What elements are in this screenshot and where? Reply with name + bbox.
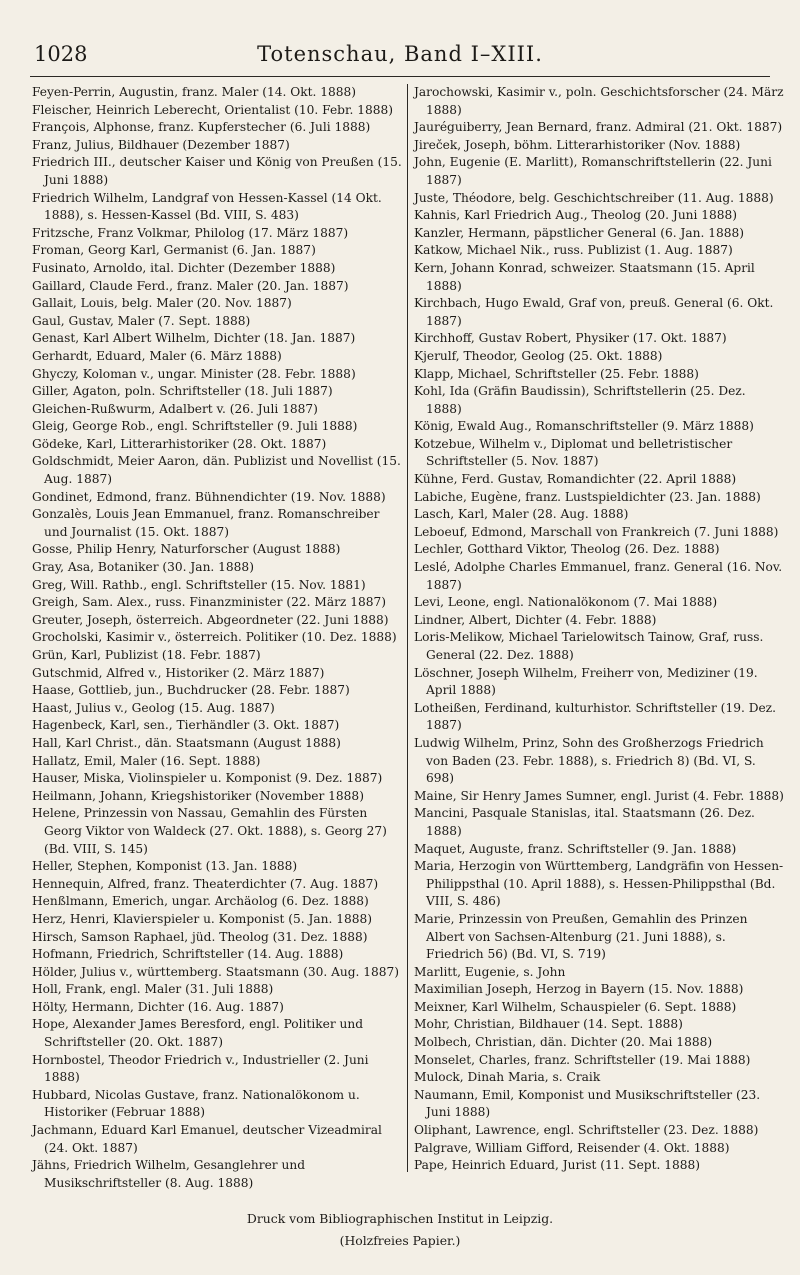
register-entry: Gallait, Louis, belg. Maler (20. Nov. 1887): [32, 296, 292, 311]
register-entry: Kohl, Ida (Gräfin Baudissin), Schriftstellerin (25. Dez. 1888): [414, 384, 746, 416]
register-entry: Gleichen-Rußwurm, Adalbert v. (26. Juli 1887): [32, 401, 318, 416]
register-entry: Jachmann, Eduard Karl Emanuel, deutscher Vizeadmiral (24. Okt. 1887): [32, 1123, 382, 1155]
register-entry: Lechler, Gotthard Viktor, Theolog (26. Dez. 1888): [414, 542, 720, 557]
register-entry: Fritzsche, Franz Volkmar, Philolog (17. März 1887): [32, 225, 349, 240]
register-entry: Maine, Sir Henry James Sumner, engl. Jurist (4. Febr. 1888): [414, 788, 784, 803]
register-columns: [32, 84, 784, 1190]
imprint-line: Druck vom Bibliographischen Institut in Leipzig.: [246, 1211, 554, 1226]
register-entry: Molbech, Christian, dän. Dichter (20. Mai 1888): [414, 1035, 713, 1050]
register-entry: Friedrich III., deutscher Kaiser und König von Preußen (15. Juni 1888): [32, 155, 402, 187]
register-entry: Froman, Georg Karl, Germanist (6. Jan. 1887): [32, 243, 316, 258]
register-entry: Hubbard, Nicolas Gustave, franz. Nationalökonom u. Historiker (Februar 1888): [32, 1087, 360, 1120]
page-number: 1028: [34, 42, 88, 66]
register-entry: Jauréguiberry, Jean Bernard, franz. Admiral (21. Okt. 1887): [414, 120, 783, 135]
register-entry: Hölty, Hermann, Dichter (16. Aug. 1887): [32, 999, 284, 1014]
register-entry: Haast, Julius v., Geolog (15. Aug. 1887): [32, 700, 275, 715]
register-entry: Hölder, Julius v., württemberg. Staatsmann (30. Aug. 1887): [32, 964, 400, 979]
register-entry: Gaillard, Claude Ferd., franz. Maler (20. Jan. 1887): [32, 278, 349, 293]
register-entry: Heilmann, Johann, Kriegshistoriker (November 1888): [32, 788, 364, 803]
register-entry: Hall, Karl Christ., dän. Staatsmann (August 1888): [32, 735, 341, 750]
register-entry: Kirchhoff, Gustav Robert, Physiker (17. Okt. 1887): [414, 331, 727, 346]
register-entry: Kotzebue, Wilhelm v., Diplomat und belletristischer Schriftsteller (5. Nov. 1887): [414, 436, 733, 469]
register-entry: Monselet, Charles, franz. Schriftsteller (19. Mai 1888): [414, 1052, 751, 1067]
register-entry: Franz, Julius, Bildhauer (Dezember 1887): [32, 137, 290, 152]
register-entry: Jarochowski, Kasimir v., poln. Geschichtsforscher (24. März 1888): [414, 85, 784, 117]
register-entry: Greigh, Sam. Alex., russ. Finanzminister (22. März 1887): [32, 595, 386, 610]
register-entry: Marlitt, Eugenie, s. John: [414, 964, 566, 979]
register-entry: Gondinet, Edmond, franz. Bühnendichter (19. Nov. 1888): [32, 489, 386, 504]
register-entry: Leslé, Adolphe Charles Emmanuel, franz. General (16. Nov. 1887): [414, 560, 783, 592]
register-entry: Klapp, Michael, Schriftsteller (25. Febr. 1888): [414, 366, 699, 381]
register-entry: Gaul, Gustav, Maler (7. Sept. 1888): [32, 313, 251, 328]
register-entry: Gerhardt, Eduard, Maler (6. März 1888): [32, 348, 282, 363]
register-entry: Kirchbach, Hugo Ewald, Graf von, preuß. General (6. Okt. 1887): [414, 296, 774, 328]
register-entry: Hallatz, Emil, Maler (16. Sept. 1888): [32, 753, 261, 768]
register-entry: Grün, Karl, Publizist (18. Febr. 1887): [32, 648, 261, 662]
register-entry: Gray, Asa, Botaniker (30. Jan. 1888): [32, 560, 254, 575]
register-entry: Mohr, Christian, Bildhauer (14. Sept. 1888): [414, 1017, 683, 1032]
paper-note: (Holzfreies Papier.): [339, 1233, 461, 1248]
register-entry: Maximilian Joseph, Herzog in Bayern (15. Nov. 1888): [414, 982, 744, 997]
register-entry: König, Ewald Aug., Romanschriftsteller (9. März 1888): [414, 419, 754, 434]
register-entry: Kahnis, Karl Friedrich Aug., Theolog (20. Juni 1888): [414, 208, 738, 223]
register-entry: Kern, Johann Konrad, schweizer. Staatsmann (15. April 1888): [414, 260, 755, 293]
register-entry: Maquet, Auguste, franz. Schriftsteller (9. Jan. 1888): [414, 841, 737, 856]
register-entry: Kühne, Ferd. Gustav, Romandichter (22. April 1888): [414, 472, 737, 487]
register-entry: Greg, Will. Rathb., engl. Schriftsteller (15. Nov. 1881): [32, 577, 366, 592]
column-divider: [407, 84, 408, 1172]
register-entry: Gonzalès, Louis Jean Emmanuel, franz. Romanschreiber und Journalist (15. Okt. 1887): [32, 507, 380, 539]
register-entry: Hofmann, Friedrich, Schriftsteller (14. Aug. 1888): [32, 947, 344, 962]
register-entry: Genast, Karl Albert Wilhelm, Dichter (18. Jan. 1887): [32, 331, 356, 346]
register-entry: Pape, Heinrich Eduard, Jurist (11. Sept. 1888): [414, 1158, 701, 1173]
register-entry: Naumann, Emil, Komponist und Musikschriftsteller (23. Juni 1888): [414, 1087, 761, 1120]
printer-imprint: [0, 1208, 800, 1252]
register-entry: Maria, Herzogin von Württemberg, Landgräfin von Hessen-Philippsthal (10. April 1888), s. Hessen-Philippsthal (Bd. VIII, S. 486): [414, 859, 784, 909]
register-entry: Jireček, Joseph, böhm. Litterarhistoriker (Nov. 1888): [414, 137, 741, 152]
register-entry: Hirsch, Samson Raphael, jüd. Theolog (31. Dez. 1888): [32, 929, 368, 944]
register-entry: Mancini, Pasquale Stanislas, ital. Staatsmann (26. Dez. 1888): [414, 806, 755, 838]
page-header: [30, 36, 770, 77]
register-entry: Haase, Gottlieb, jun., Buchdrucker (28. Febr. 1887): [32, 683, 350, 698]
register-entry: Helene, Prinzessin von Nassau, Gemahlin des Fürsten Georg Viktor von Waldeck (27. Okt. 1888), s. Georg 27) (Bd. VIII, S. 145): [32, 806, 387, 856]
right-column: [414, 84, 784, 1175]
register-entry: Kanzler, Hermann, päpstlicher General (6. Jan. 1888): [414, 225, 744, 240]
register-entry: Hennequin, Alfred, franz. Theaterdichter (7. Aug. 1887): [32, 876, 379, 891]
register-entry: Meixner, Karl Wilhelm, Schauspieler (6. Sept. 1888): [414, 999, 737, 1014]
page-title: Totenschau, Band I–XIII.: [257, 42, 543, 66]
register-entry: Oliphant, Lawrence, engl. Schriftsteller (23. Dez. 1888): [414, 1123, 759, 1138]
register-entry: Hope, Alexander James Beresford, engl. Politiker und Schriftsteller (20. Okt. 1887): [32, 1017, 364, 1050]
register-entry: John, Eugenie (E. Marlitt), Romanschriftstellerin (22. Juni 1887): [414, 155, 772, 187]
register-entry: Labiche, Eugène, franz. Lustspieldichter (23. Jan. 1888): [414, 489, 761, 504]
register-entry: Leboeuf, Edmond, Marschall von Frankreich (7. Juni 1888): [414, 524, 779, 539]
register-entry: Lasch, Karl, Maler (28. Aug. 1888): [414, 507, 629, 522]
register-entry: Fusinato, Arnoldo, ital. Dichter (Dezember 1888): [32, 260, 336, 275]
register-entry: Giller, Agaton, poln. Schriftsteller (18. Juli 1887): [32, 384, 333, 399]
register-entry: Jähns, Friedrich Wilhelm, Gesanglehrer und Musikschriftsteller (8. Aug. 1888): [32, 1158, 306, 1190]
register-entry: Friedrich Wilhelm, Landgraf von Hessen-Kassel (14 Okt. 1888), s. Hessen-Kassel (Bd. VIII, S. 483): [32, 190, 382, 223]
left-column: [32, 84, 402, 1192]
register-entry: Marie, Prinzessin von Preußen, Gemahlin des Prinzen Albert von Sachsen-Altenburg (21. Juni 1888), s. Friedrich 56) (Bd. VI, S. 719): [414, 911, 748, 962]
register-entry: Hagenbeck, Karl, sen., Tierhändler (3. Okt. 1887): [32, 718, 340, 733]
register-entry: Gödeke, Karl, Litterarhistoriker (28. Okt. 1887): [32, 436, 327, 451]
register-entry: Fleischer, Heinrich Leberecht, Orientalist (10. Febr. 1888): [32, 102, 393, 117]
register-entry: Gosse, Philip Henry, Naturforscher (August 1888): [32, 542, 341, 557]
register-entry: Loris-Melikow, Michael Tarielowitsch Tainow, Graf, russ. General (22. Dez. 1888): [414, 630, 764, 662]
register-entry: Gutschmid, Alfred v., Historiker (2. März 1887): [32, 665, 325, 680]
register-entry: Gleig, George Rob., engl. Schriftsteller (9. Juli 1888): [32, 419, 358, 434]
register-entry: Ghyczy, Koloman v., ungar. Minister (28. Febr. 1888): [32, 366, 356, 381]
register-entry: Kjerulf, Theodor, Geolog (25. Okt. 1888): [414, 348, 663, 363]
register-entry: Henßlmann, Emerich, ungar. Archäolog (6. Dez. 1888): [32, 894, 369, 909]
register-entry: Holl, Frank, engl. Maler (31. Juli 1888): [32, 982, 274, 997]
register-entry: Katkow, Michael Nik., russ. Publizist (1. Aug. 1887): [414, 243, 733, 258]
register-entry: Lotheißen, Ferdinand, kulturhistor. Schriftsteller (19. Dez. 1887): [414, 700, 776, 733]
register-entry: Feyen-Perrin, Augustin, franz. Maler (14. Okt. 1888): [32, 85, 357, 99]
register-entry: François, Alphonse, franz. Kupferstecher (6. Juli 1888): [32, 120, 371, 135]
register-entry: Greuter, Joseph, österreich. Abgeordneter (22. Juni 1888): [32, 612, 389, 627]
register-entry: Goldschmidt, Meier Aaron, dän. Publizist und Novellist (15. Aug. 1887): [32, 454, 401, 487]
register-entry: Ludwig Wilhelm, Prinz, Sohn des Großherzogs Friedrich von Baden (23. Febr. 1888), s. Friedrich 8) (Bd. VI, S. 698): [414, 735, 764, 786]
register-entry: Juste, Théodore, belg. Geschichtschreiber (11. Aug. 1888): [414, 190, 774, 205]
register-entry: Levi, Leone, engl. Nationalökonom (7. Mai 1888): [414, 595, 718, 610]
register-entry: Grocholski, Kasimir v., österreich. Politiker (10. Dez. 1888): [32, 630, 397, 645]
register-entry: Lindner, Albert, Dichter (4. Febr. 1888): [414, 612, 657, 627]
register-entry: Hornbostel, Theodor Friedrich v., Industrieller (2. Juni 1888): [32, 1052, 369, 1085]
register-entry: Heller, Stephen, Komponist (13. Jan. 1888): [32, 859, 298, 874]
register-entry: Löschner, Joseph Wilhelm, Freiherr von, Mediziner (19. April 1888): [414, 665, 758, 698]
register-entry: Herz, Henri, Klavierspieler u. Komponist (5. Jan. 1888): [32, 911, 373, 926]
register-entry: Palgrave, William Gifford, Reisender (4. Okt. 1888): [414, 1140, 730, 1155]
register-entry: Hauser, Miska, Violinspieler u. Komponist (9. Dez. 1887): [32, 771, 383, 786]
register-entry: Mulock, Dinah Maria, s. Craik: [414, 1070, 601, 1085]
